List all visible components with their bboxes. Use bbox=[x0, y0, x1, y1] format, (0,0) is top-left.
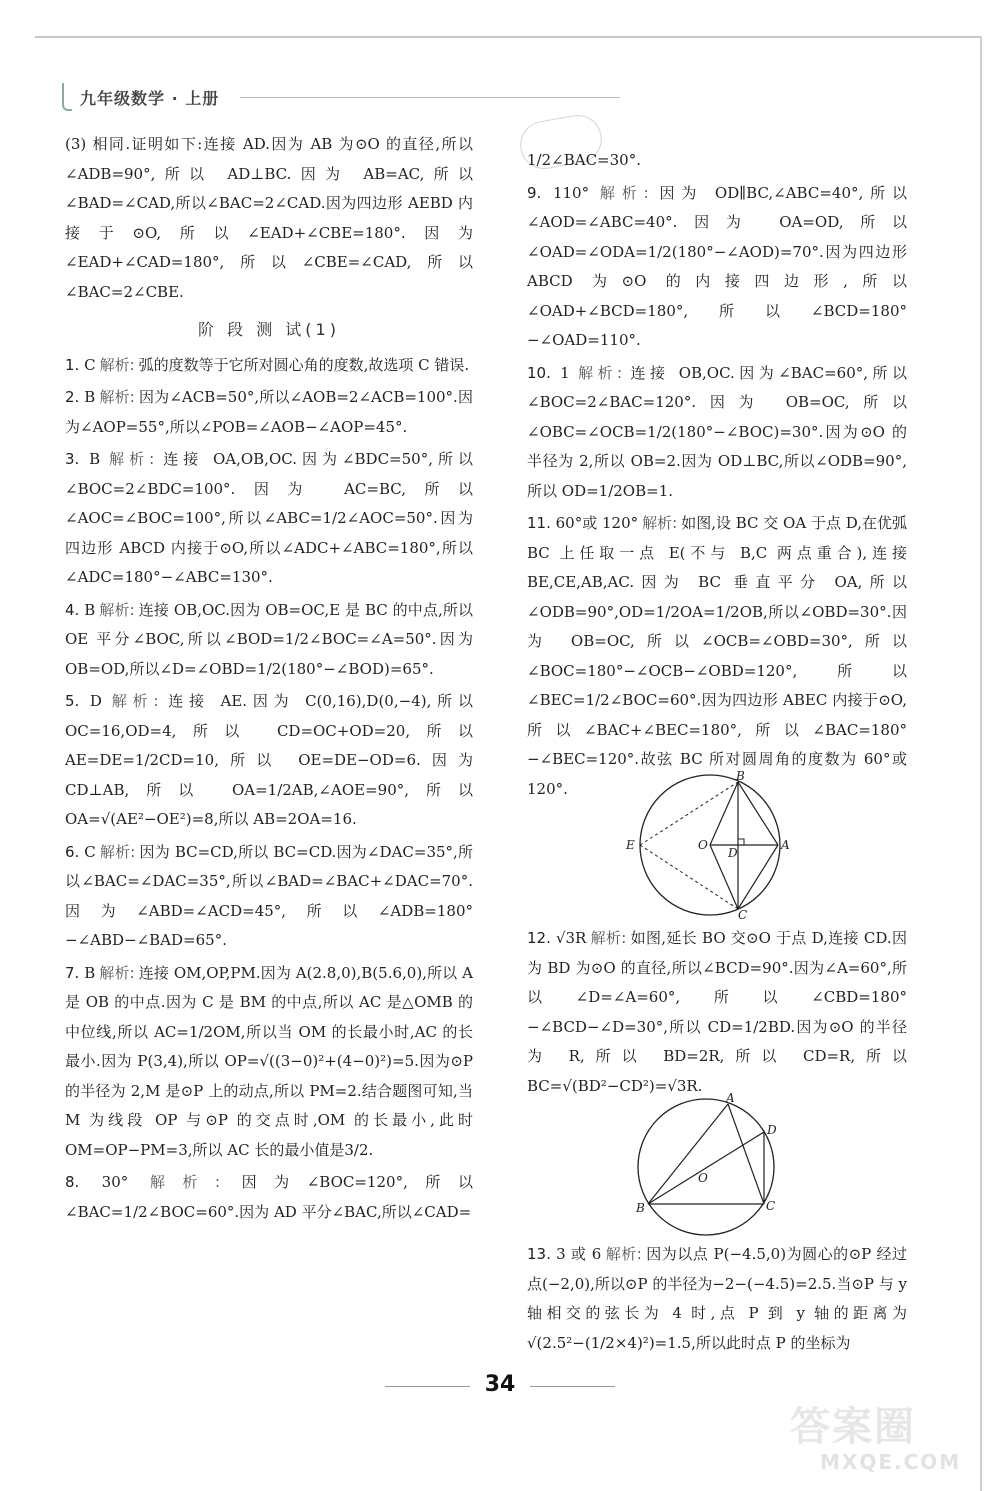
watermark-logo: 答案圈 bbox=[790, 1404, 916, 1450]
top-border bbox=[35, 36, 980, 38]
answer-item-2: 2. B 解析: 因为∠ACB=50°,所以∠AOB=2∠ACB=100°.因为∠AOP=55°,所以∠POB=∠AOB−∠AOP=45°. bbox=[65, 388, 473, 436]
answer-item-3: 3. B 解析: 连接 OA,OB,OC.因为∠BDC=50°,所以∠BOC=2∠BDC=100°.因为 AC=BC,所以∠AOC=∠BOC=100°,所以∠ABC=1/2∠AOC=50°.因为四边形 ABCD 内接于⊙O,所以∠ADC+∠ABC=180°,所以∠ADC=180°−∠ABC=130°. bbox=[65, 450, 473, 586]
answer-item-8: 8. 30° 解析: 因为∠BOC=120°,所以∠BAC=1/2∠BOC=60°.因为 AD 平分∠BAC,所以∠CAD= bbox=[65, 1173, 473, 1221]
figure-circle-1 bbox=[620, 770, 800, 920]
answer-item-1: 1. C 解析: 弧的度数等于它所对圆心角的度数,故选项 C 错误. bbox=[65, 355, 470, 374]
label-o: O bbox=[698, 838, 708, 852]
answer-item-7: 7. B 解析: 连接 OM,OP,PM.因为 A(2.8,0),B(5.6,0),所以 A 是 OB 的中点.因为 C 是 BM 的中点,所以 AC 是△OMB 的中位线,所以 AC=1/2OM,所以当 OM 的长最小时,AC 的长最小.因为 P(3,4),所以 OP=√((3−0)²+(4−0)²)=5.因为⊙P 的半径为 2,M 是⊙P 上的动点,所以 PM=2.结合题图可知,当 M 为线段 OP 与⊙P 的交点时,OM 的长最小,此时 OM=OP−PM=3,所以 AC 长的最小值是3/2. bbox=[65, 963, 473, 1159]
right-column-lower bbox=[527, 924, 907, 1104]
header-title: 九年级数学 · 上册 bbox=[80, 88, 220, 108]
answer-item-12: 12. √3R 解析: 如图,延长 BO 交⊙O 于点 D,连接 CD.因为 BD 为⊙O 的直径,所以∠BCD=90°.因为∠A=60°,所以∠D=∠A=60°,所以∠CBD=180°−∠BCD−∠D=30°,所以 CD=1/2BD.因为⊙O 的半径为 R,所以 BD=2R,所以 CD=R,所以 BC=√(BD²−CD²)=√3R. bbox=[527, 929, 907, 1095]
label-a: A bbox=[781, 838, 790, 852]
left-column bbox=[65, 130, 473, 1230]
label-b-2: B bbox=[636, 1201, 645, 1215]
label-d-2: D bbox=[767, 1123, 777, 1137]
label-c: C bbox=[738, 908, 748, 920]
label-o-2: O bbox=[698, 1171, 708, 1185]
answer-item-10: 10. 1 解析: 连接 OB,OC.因为∠BAC=60°,所以∠BOC=2∠BAC=120°.因为 OB=OC,所以∠OBC=∠OCB=1/2(180°−∠BOC)=30°.因为⊙O 的半径为 2,所以 OB=2.因为 OD⊥BC,所以∠ODB=90°,所以 OD=1/2OB=1. bbox=[527, 363, 907, 500]
figure-circle-2 bbox=[628, 1092, 788, 1242]
page-number: 34 bbox=[484, 1372, 516, 1397]
right-column bbox=[527, 146, 907, 807]
answer-item-4: 4. B 解析: 连接 OB,OC.因为 OB=OC,E 是 BC 的中点,所以 OE 平分∠BOC,所以∠BOD=1/2∠BOC=∠A=50°.因为 OB=OD,所以∠D=∠OBD=1/2(180°−∠BOD)=65°. bbox=[65, 600, 473, 678]
label-e: E bbox=[626, 838, 635, 852]
header-rule bbox=[240, 97, 620, 98]
header-bracket bbox=[62, 83, 72, 111]
label-c-2: C bbox=[766, 1199, 776, 1213]
segment-ob bbox=[710, 782, 738, 845]
answer-item-6: 6. C 解析: 因为 BC=CD,所以 BC=CD.因为∠DAC=35°,所以∠BAC=∠DAC=35°,所以∠BAD=∠BAC+∠DAC=70°.因为∠ABD=∠ACD=45°,所以∠ADB=180°−∠ABD−∠BAD=65°. bbox=[65, 842, 473, 949]
segment-ec bbox=[640, 845, 738, 909]
right-angle-mark bbox=[738, 839, 744, 845]
answer-item-11: 11. 60°或 120° 解析: 如图,设 BC 交 OA 于点 D,在优弧 BC 上任取一点 E(不与 B,C 两点重合),连接 BE,CE,AB,AC.因为 BC 垂直平分 OA,所以∠ODB=90°,OD=1/2OA=1/2OB,所以∠OBD=30°.因为 OB=OC,所以∠OCB=∠OBD=30°,所以∠BOC=180°−∠OCB−∠OBD=120°,所以∠BEC=1/2∠BOC=60°.因为四边形 ABEC 内接于⊙O,所以∠BAC+∠BEC=180°,所以∠BAC=180°−∠BEC=120°.故弦 BC 所对圆周角的度数为 60°或 120°. bbox=[527, 514, 907, 798]
intro-paragraph: (3) 相同.证明如下:连接 AD.因为 AB 为⊙O 的直径,所以∠ADB=90°,所以 AD⊥BC.因为 AB=AC,所以∠BAD=∠CAD,所以∠BAC=2∠CAD.因为四边形 AEBD 内接于⊙O,所以∠EAD+∠CBE=180°.因为∠EAD+∠CAD=180°,所以∠CBE=∠CAD,所以∠BAC=2∠CBE. bbox=[65, 135, 473, 301]
segment-ac-2 bbox=[728, 1104, 764, 1204]
label-a-2: A bbox=[726, 1092, 735, 1105]
answer-item-5: 5. D 解析: 连接 AE.因为 C(0,16),D(0,−4),所以 OC=16,OD=4,所以 CD=OC+OD=20,所以 AE=DE=1/2CD=10,所以 OE=DE−OD=6.因为 CD⊥AB,所以 OA=1/2AB,∠AOE=90°,所以 OA=√(AE²−OE²)=8,所以 AB=2OA=16. bbox=[65, 692, 473, 828]
circle-o-2 bbox=[638, 1099, 774, 1235]
right-column-bottom bbox=[527, 1240, 907, 1361]
page-number-rule-right bbox=[530, 1386, 615, 1387]
answer-item-9: 9. 110° 解析: 因为 OD∥BC,∠ABC=40°,所以∠AOD=∠ABC=40°.因为 OA=OD,所以∠OAD=∠ODA=1/2(180°−∠AOD)=70°.因为四边形 ABCD 为⊙O 的内接四边形,所以∠OAD+∠BCD=180°,所以∠BCD=180°−∠OAD=110°. bbox=[527, 183, 907, 349]
segment-ba bbox=[648, 1104, 728, 1204]
watermark-url: MXQE.COM bbox=[820, 1450, 962, 1474]
answer-item-8-continued: 1/2∠BAC=30°. bbox=[527, 151, 641, 169]
section-title: 阶 段 测 试(1) bbox=[198, 320, 340, 339]
label-d: D bbox=[728, 846, 738, 860]
page-header bbox=[62, 82, 219, 112]
figure-1-svg bbox=[620, 770, 800, 920]
right-border bbox=[980, 36, 982, 1491]
label-b: B bbox=[736, 770, 745, 783]
figure-2-svg bbox=[628, 1092, 788, 1242]
segment-bd bbox=[648, 1132, 764, 1204]
segment-eb bbox=[640, 782, 738, 845]
answer-item-13: 13. 3 或 6 解析: 因为以点 P(−4.5,0)为圆心的⊙P 经过点(−2,0),所以⊙P 的半径为−2−(−4.5)=2.5.当⊙P 与 y 轴相交的弦长为 4 时,点 P 到 y 轴的距离为√(2.5²−(1/2×4)²)=1.5,所以此时点 P 的坐标为 bbox=[527, 1245, 907, 1352]
